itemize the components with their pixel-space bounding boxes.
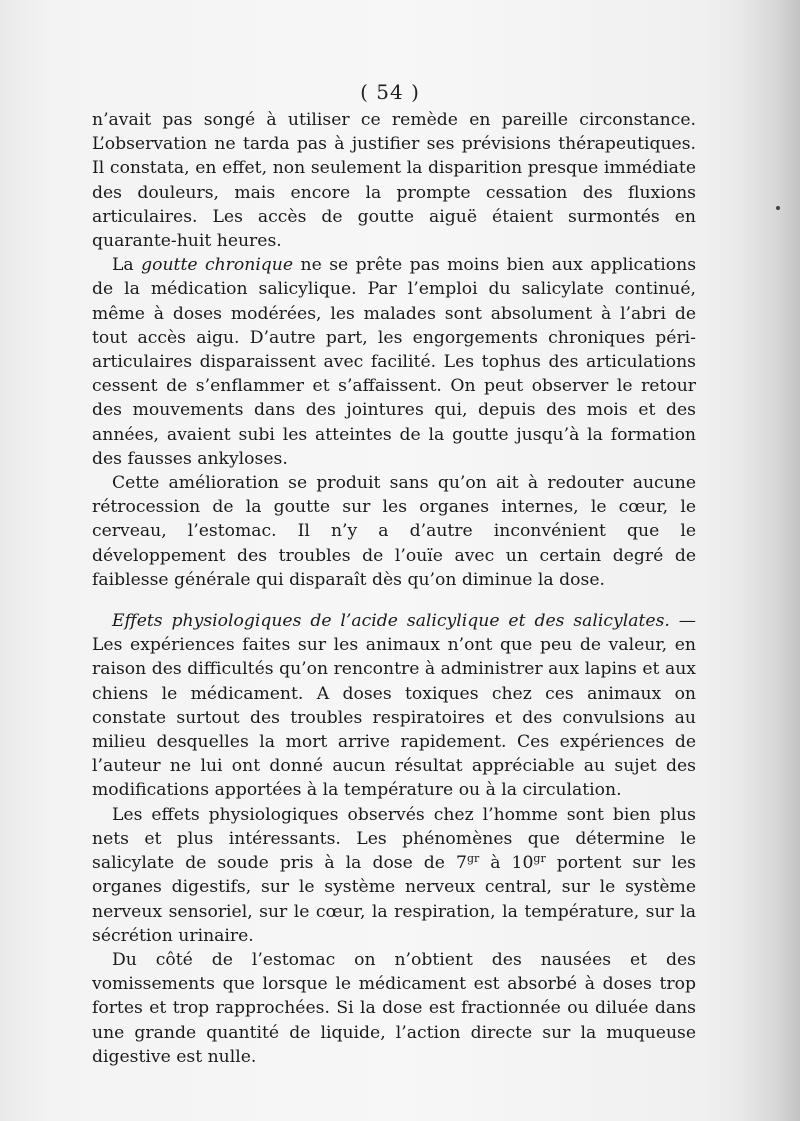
ink-speck [776,206,780,210]
paragraph-text: Les effets physiologiques observés chez l’homme sont bien plus nets et plus intéressants. Les phénomènes que détermine le salicylate de soude pris à la dose de 7 [92,804,696,874]
paragraph-stomach: Du côté de l’estomac on n’obtient des nausées et des vomissements que lorsque le médicament est absorbé à doses trop fortes et trop rapprochées. Si la dose est fractionnée ou diluée dans une grande quantité de liquide, l’action directe sur la muqueuse digestive est nulle. [92,949,696,1067]
paragraph-text: — Les expériences faites sur les animaux n’ont que peu de valeur, en raison des difficultés qu’on rencontre à administrer aux lapins et aux chiens le médicament. A doses toxiques chez ces animaux on constate surtout des troubles respiratoires et des convulsions au milieu desquelles la mort arrive rapidement. Ces expériences de l’auteur ne lui ont donné aucun résultat appréciable au sujet des modifications apportées à la température ou à la circulation. [92,611,696,801]
paragraph-gout-chronic [92,253,696,471]
paragraph-text: à 10 [479,853,534,874]
page-edge-shadow [740,0,800,1121]
paragraph-gout-acute: n’avait pas songé à utiliser ce remède en pareille circonstance. L’observation ne tarda pas à justifier ses prévisions thérapeutiques. Il constata, en effet, non seulement la disparition presque immédiate des douleurs, mais encore la prompte cessation des fluxions articulaires. Les accès de goutte aiguë étaient surmontés en quarante-huit heures. [92,110,696,252]
paragraph-text: portent sur les organes digestifs, sur le système nerveux central, sur le système nerveux sensoriel, sur le cœur, la respiration, la température, sur la sécrétion urinaire. [92,853,696,946]
page-number: ( 54 ) [360,80,420,104]
superscript-gram: gr [533,852,546,866]
paragraph-physiological-effects [92,609,696,803]
emphasis-goutte-chronique: goutte chronique [141,255,294,276]
paragraph-text: ne se prête pas moins bien aux applications de la médication salicylique. Par l’emploi du salicylate continué, même à doses modérées, les malades sont absolument à l’abri de tout accès aigu. D’autre part, les engorgements chroniques péri-articulaires disparaissent avec facilité. Les tophus des articulations cessent de s’enflammer et s’affaissent. On peut observer le retour des mouvements dans des jointures qui, depuis des mois et des années, avaient subi les atteintes de la goutte jusqu’à la formation des fausses ankyloses. [92,255,697,469]
body-text [92,108,696,1069]
paragraph-text: La [112,255,142,276]
superscript-gram: gr [466,852,480,866]
section-heading: Effets physiologiques de l’acide salicylique et des salicylates. [112,611,670,632]
paragraph-effects-in-man [92,803,696,948]
paragraph-improvement: Cette amélioration se produit sans qu’on ait à redouter aucune rétrocession de la goutte sur les organes internes, le cœur, le cerveau, l’estomac. Il n’y a d’autre inconvénient que le développement des troubles de l’ouïe avec un certain degré de faiblesse générale qui disparaît dès qu’on diminue la dose. [92,473,696,590]
